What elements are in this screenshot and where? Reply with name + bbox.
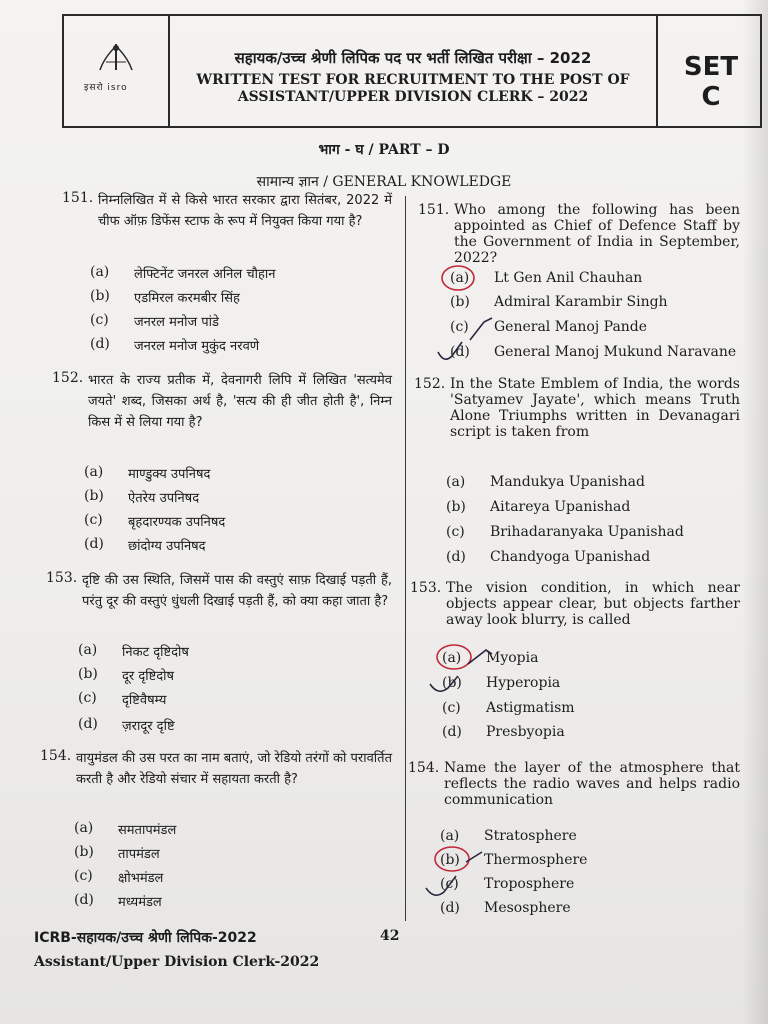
question-stem: दृष्टि की उस स्थिति, जिसमें पास की वस्तुएं साफ़ दिखाई पड़ती हैं, परंतु दूर की वस्तुएं धुंधली दिखाई पड़ती हैं, को क्या कहा जाता है? — [82, 573, 392, 609]
question-number: 154. — [408, 760, 440, 776]
question-number: 154. — [40, 748, 72, 764]
tick-mark-153-b — [430, 676, 458, 691]
section-title: सामान्य ज्ञान / GENERAL KNOWLEDGE — [256, 174, 512, 190]
tick-mark-154-c — [426, 876, 456, 895]
set-value: C — [701, 82, 721, 112]
question-number: 151. — [418, 202, 450, 218]
question-stem: In the State Emblem of India, the words 'Satyamev Jayate', which means Truth Alone Triumphs written in Devanagari script is taken from — [450, 376, 740, 440]
footer-hindi: ICRB-सहायक/उच्च श्रेणी लिपिक-2022 — [34, 930, 257, 946]
exam-page: इसरो isro सहायक/उच्च श्रेणी लिपिक पद पर भर्ती लिखित परीक्षा – 2022 WRITTEN TEST FOR RECRUITMENT TO THE POST OF ASSISTANT/UPPER DIVISION CLERK – 2022 SET C भाग - घ / PART – D सामान्य ज्ञान / GENERAL KNOWLEDGE 151. निम्नलिखित में से किसे भारत सरकार द्वारा सितंबर, 2022 में चीफ ऑफ़ डिफेंस स्टाफ के रूप में नियुक्त किया गया है? (a) लेफ्टिनेंट जनरल अनिल चौहान (b) एडमिरल करमबीर सिंह (c) जनरल मनोज पांडे (d) जनरल मनोज मुकुंद नरवणे 152. भारत के राज्य प्रतीक में, देवनागरी लिपि में लिखित 'सत्यमेव जयते' शब्द, जिसका अर्थ है, 'सत्य की ही जीत होती है', निम्न किस में से लिया गया है? (a) माण्डुक्य उपनिषद (b) ऐतरेय उपनिषद (c) बृहदारण्यक उपनिषद (d) छांदोग्य उपनिषद 153. दृष्टि की उस स्थिति, जिसमें पास की वस्तुएं साफ़ दिखाई पड़ती हैं, परंतु दूर की वस्तुएं धुंधली दिखाई पड़ती हैं, को क्या कहा जाता है? (a) निकट दृष्टिदोष (b) दूर दृष्टिदोष (c) दृष्टिवैषम्य (d) ज़रादूर दृष्टि 154. वायुमंडल की उस परत का नाम बताएं, जो रेडियो तरंगों को परावर्तित करती है और रेडियो संचार में सहायता करती है? (a) समतापमंडल (b) तापमंडल (c) क्षोभमंडल (d) मध्यमंडल 151. Who among the following has been appointed as Chief of Defence Staff by the Government of India in September, 2022? (a) Lt Gen Anil Chauhan (b) Admiral Karambir Singh (c) General Manoj Pande (d) General Manoj Mukund Naravane 152. In the State Emblem of India, the words 'Satyamev Jayate', which means Truth Alone Triumphs written in Devanagari script is taken from (a) Mandukya Upanishad (b) Aitareya Upanishad (c) Brihadaranyaka Upanishad (d) Chandyoga Upanishad 153. The vision condition, in which near objects appear clear, but objects farther away look blurry, is called (a) Myopia (b) Hyperopia (c) Astigmatism (d) Presbyopia 154. Name the layer of the atmosphere that reflects the radio waves and helps radio communication (a) Stratosphere (b) Thermosphere (c) Troposphere (d) Mesosphere ICRB-सहायक/उच्च श्रेणी लिपिक-2022 42 Assistant/Upper Division Clerk-2022 — [0, 0, 768, 1024]
question-number: 153. — [410, 580, 442, 596]
answer-circle-153 — [437, 645, 471, 669]
title-hindi: सहायक/उच्च श्रेणी लिपिक पद पर भर्ती लिखित परीक्षा – 2022 — [234, 49, 592, 67]
question-number: 151. — [62, 190, 94, 206]
title-english-line1: WRITTEN TEST FOR RECRUITMENT TO THE POST OF — [196, 72, 630, 88]
question-stem: Name the layer of the atmosphere that reflects the radio waves and helps radio communication — [444, 760, 740, 808]
question-stem: वायुमंडल की उस परत का नाम बताएं, जो रेडियो तरंगों को परावर्तित करती है और रेडियो संचार में सहायता करती है? — [76, 751, 392, 787]
set-label: SET — [683, 52, 739, 82]
question-number: 153. — [46, 570, 78, 586]
question-stem: The vision condition, in which near objects appear clear, but objects farther away look blurry, is called — [446, 580, 740, 628]
question-number: 152. — [414, 376, 446, 392]
question-stem: निम्नलिखित में से किसे भारत सरकार द्वारा सितंबर, 2022 में चीफ ऑफ़ डिफेंस स्टाफ के रूप में नियुक्त किया गया है? — [98, 193, 392, 229]
tick-mark-151-d — [438, 342, 462, 359]
question-number: 152. — [52, 370, 84, 386]
question-stem: भारत के राज्य प्रतीक में, देवनागरी लिपि में लिखित 'सत्यमेव जयते' शब्द, जिसका अर्थ है, 'सत्य की ही जीत होती है', निम्न किस में से लिया गया है? — [88, 373, 392, 430]
answer-circle-154 — [435, 847, 469, 871]
answer-circle-151 — [442, 266, 474, 290]
tick-mark-151-c — [470, 318, 492, 340]
logo-text: इसरो isro — [84, 83, 128, 93]
page-number: 42 — [380, 928, 400, 944]
title-english-line2: ASSISTANT/UPPER DIVISION CLERK – 2022 — [237, 89, 589, 105]
footer-english: Assistant/Upper Division Clerk-2022 — [34, 954, 320, 970]
part-title: भाग - घ / PART – D — [318, 142, 450, 158]
question-stem: Who among the following has been appointed as Chief of Defence Staff by the Government of India in September, 2022? — [454, 202, 740, 266]
